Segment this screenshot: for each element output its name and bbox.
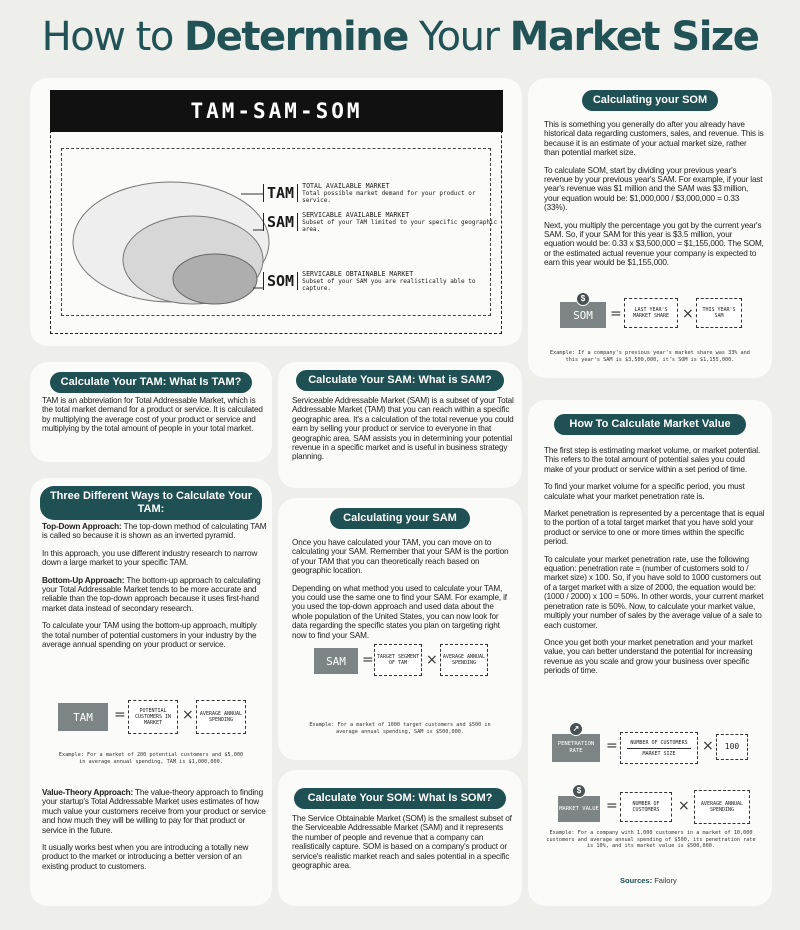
som-example: Example: If a company's previous year's market share was 33% and this year's SAM is $3,500,000, it's SOM is $1,155,000.	[550, 350, 750, 363]
ways-card	[30, 478, 272, 906]
som-calc-paragraph-3: Next, you multiply the percentage you got by the current year's SAM. So, if your SAM for this year is $3.5 million, your equation would be: 0.33 x $3,500,000 = $1,155,000. The SOM, or the estimated actual revenue your company is expected to earn this year would be $1,155,000.	[544, 220, 764, 268]
industry-research-paragraph: In this approach, you use different industry research to narrow down a large market to your specific TAM.	[42, 548, 258, 568]
nested-circles-icon	[63, 156, 283, 306]
tam-card-heading: Calculate Your TAM: What Is TAM?	[50, 372, 252, 393]
sam-formula-equals: =	[362, 652, 374, 668]
diagram-header: TAM-SAM-SOM	[50, 90, 503, 132]
som-formula-sam: THIS YEAR'S SAM	[696, 298, 742, 328]
ways-card-heading: Three Different Ways to Calculate Your TAM:	[40, 486, 262, 520]
value-theory-paragraph: Value-Theory Approach: The value-theory approach to finding your startup's Total Addressable Market uses estimates of how much value your customers receive from your product or service and how much they will be willing to pay for that product or service in the future.	[42, 788, 266, 835]
bottom-up-howto-paragraph: To calculate your TAM using the bottom-up approach, multiply the total number of potential customers in your industry by the average annual spending on your product or service.	[42, 621, 257, 650]
sam-example: Example: For a market of 1000 target customers and $500 in average annual spending, SAM is $500,000.	[309, 722, 491, 735]
tam-formula-result: TAM	[58, 703, 108, 731]
penetration-numerator: NUMBER OF CUSTOMERS	[627, 740, 691, 749]
market-value-paragraph-4: To calculate your market penetration rate, use the following equation: penetration rate = (number of customers sold to / market size) x 100. So, if you have sold to 1000 customers out of a target market with a size of 2000, the equation would be: (1000 / 2000) x 100 = 50%. In other words, your current market penetration rate is 50%. Now, to calculate your market value, multiply your number of sales by the average value of a sale to each customer.	[544, 554, 764, 630]
sources-line	[620, 876, 677, 885]
market-value-formula-equals: =	[606, 798, 618, 814]
sam-calc-heading: Calculating your SAM	[330, 508, 470, 529]
market-value-paragraph-5: Once you get both your market penetration and your market value, you can better understand the potential for increasing revenue as you scale and grow your business over specific periods of time.	[544, 637, 753, 676]
dollar-icon: $	[576, 292, 590, 306]
value-theory-usage-paragraph: It usually works best when you are introducing a totally new product to the market or introducing a better version of an existing product to customers.	[42, 843, 249, 871]
tam-formula-times: ×	[182, 707, 194, 723]
som-what-body: The Service Obtainable Market (SOM) is the smallest subset of the Serviceable Addressable Market (SAM) and it represents the number of people and revenue that a company can realistically capture. SOM is based on a company's product or service's realistic market reach and sales potential in a specific geographic area.	[292, 814, 512, 871]
sam-formula-result: SAM	[314, 648, 358, 674]
market-value-example: Example: For a company with 1,000 customers in a market of 10,000 customers and average annual spending of $500, its penetration rate is 10%, and its market value is $500,000.	[546, 830, 756, 849]
som-what-card	[278, 770, 522, 906]
market-value-paragraph-1: The first step is estimating market volume, or market potential. This refers to the total amount of potential sales you could make of your product or service within a set period of time.	[544, 446, 761, 474]
dollar-icon: $	[572, 784, 586, 798]
sam-label: SAM SERVICABLE AVAILABLE MARKET Subset of your TAM limited to your specific geographic area.	[263, 211, 501, 233]
som-calc-card	[528, 78, 772, 378]
som-calc-paragraph-1: This is something you generally do after you already have historical data regarding customers, sales, and revenue. This is because it is an estimate of your actual market size, rather than potential market size.	[544, 120, 764, 158]
sam-calc-paragraph-2: Depending on what method you used to calculate your TAM, you could use the same one to find your SAM. For example, if you used the top-down approach and used data about the whole population of the United States, you can now look for data regarding the specific states you plan on targeting right now to find your SAM.	[292, 583, 507, 640]
penetration-hundred: 100	[716, 734, 748, 760]
penetration-formula-equals: =	[606, 738, 618, 754]
penetration-denominator: MARKET SIZE	[642, 750, 676, 757]
sources-value: Failory	[654, 876, 677, 885]
som-formula-market-share: LAST YEAR'S MARKET SHARE	[624, 298, 678, 328]
bottom-up-paragraph: Bottom-Up Approach: The bottom-up approach to calculating your Total Addressable Market tends to be more accurate and reliable than the top-down approach because it uses first-hand market data instead of secondary research.	[42, 575, 261, 613]
sam-formula-times: ×	[426, 652, 438, 668]
market-value-spending: AVERAGE ANNUAL SPENDING	[694, 790, 750, 824]
tam-label: TAM TOTAL AVAILABLE MARKET Total possible market demand for your product or service.	[263, 182, 501, 204]
som-calc-paragraph-2: To calculate SOM, start by dividing your previous year's revenue by your previous year's SAM. For example, if your last year's revenue was $1 million and the SAM was $3 million, your equation would be: $1,000,000 / $3,000,000 = 0.33 (33%).	[544, 165, 763, 213]
page-title: How to Determine Your Market Size	[41, 14, 759, 60]
som-formula-times: ×	[682, 306, 694, 322]
penetration-fraction	[620, 732, 698, 764]
tam-card	[30, 362, 272, 462]
market-value-formula-times: ×	[678, 798, 690, 814]
market-value-paragraph-3: Market penetration is represented by a percentage that is equal to the portion of a total target market that you have sold your product or service to one or more times within the specific period.	[544, 509, 765, 547]
sources-label: Sources:	[620, 876, 653, 885]
som-calc-heading: Calculating your SOM	[582, 90, 718, 111]
sam-formula-target: TARGET SEGMENT OF TAM	[374, 644, 422, 676]
diagram-frame	[50, 90, 502, 334]
som-label: SOM SERVICABLE OBTAINABLE MARKET Subset of your SAM you are realistically able to capture.	[263, 270, 501, 292]
tam-formula-equals: =	[114, 707, 126, 723]
top-down-paragraph: Top-Down Approach: The top-down method of calculating TAM is called so because it is shown as an inverted pyramid.	[42, 522, 267, 541]
market-value-paragraph-2: To find your market volume for a specific period, you must calculate what your market penetration rate is.	[544, 482, 745, 501]
sam-formula-spending: AVERAGE ANNUAL SPENDING	[440, 644, 488, 676]
chart-icon: ↗	[569, 722, 583, 736]
som-formula-result: SOM	[560, 302, 606, 328]
sam-what-card	[278, 362, 522, 488]
tam-card-body: TAM is an abbreviation for Total Addressable Market, which is the total market demand for a product or service. It is calculated by multiplying the average cost of your product or service and multiplying by the total amount of people in your total market.	[42, 396, 263, 434]
som-what-heading: Calculate Your SOM: What Is SOM?	[294, 788, 506, 809]
sam-what-body: Serviceable Addressable Market (SAM) is a subset of your Total Addressable Market (TAM) that you can reach within a specific geographic area. It's a calculation of the total revenue you could earn by selling your product or service to everyone in that geographic area. SAM assists you in determining your potential revenue in a specific market and is useful in business strategy planning.	[292, 396, 514, 462]
sam-calc-card	[278, 498, 522, 760]
market-value-box: MARKET VALUE	[558, 796, 600, 822]
penetration-rate-box: PENETRATION RATE	[552, 734, 600, 762]
tam-formula-spending: AVERAGE ANNUAL SPENDING	[196, 700, 246, 734]
som-formula-equals: =	[610, 306, 622, 322]
tam-sam-som-diagram-card	[30, 78, 522, 346]
tam-example: Example: For a market of 200 potential customers and $5,000 in average annual spending, TAM is $1,000,000.	[58, 752, 244, 765]
penetration-formula-times: ×	[702, 738, 714, 754]
market-value-card	[528, 400, 772, 906]
tam-formula-customers: POTENTIAL CUSTOMERS IN MARKET	[128, 700, 178, 734]
sam-what-heading: Calculate Your SAM: What is SAM?	[296, 370, 504, 391]
sam-calc-paragraph-1: Once you have calculated your TAM, you can move on to calculating your SAM. Remember that your SAM is the portion of your TAM that you can theoretically reach based on geographic location.	[292, 538, 509, 576]
market-value-heading: How To Calculate Market Value	[554, 414, 746, 435]
market-value-customers: NUMBER OF CUSTOMERS	[620, 792, 672, 822]
